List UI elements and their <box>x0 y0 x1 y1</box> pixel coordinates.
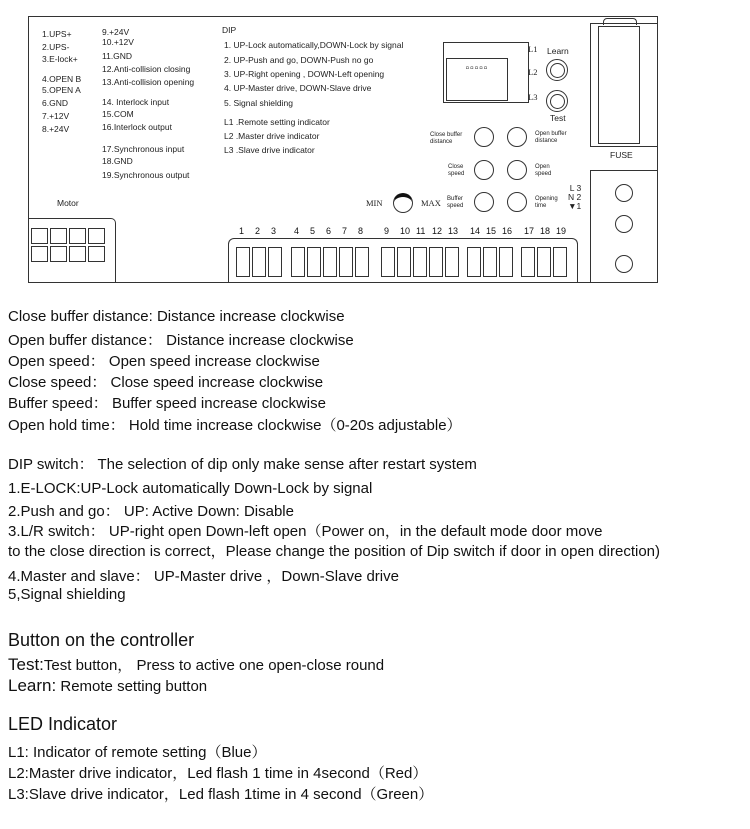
terminal-number: 15 <box>486 226 497 236</box>
terminal-slot[interactable] <box>339 247 353 277</box>
buttons-heading: Button on the controller <box>8 630 195 650</box>
open-buffer-distance-knob[interactable] <box>507 127 527 147</box>
terminal-slot[interactable] <box>467 247 481 277</box>
terminal-number: 11 <box>416 226 426 236</box>
terminal-slot[interactable] <box>307 247 321 277</box>
terminal-number: 10 <box>400 226 411 236</box>
terminal-number: 2 <box>255 226 261 236</box>
pin-label: 14. Interlock input <box>102 97 170 107</box>
pin-label: 17.Synchronous input <box>102 144 185 154</box>
learn-button[interactable] <box>546 59 568 81</box>
max-label: MAX <box>421 198 441 208</box>
pin-label: 1.UPS+ <box>42 29 72 39</box>
terminal-number: 7 <box>342 226 348 236</box>
terminal-slot[interactable] <box>483 247 497 277</box>
led-legend-item: L3 .Slave drive indicator <box>224 145 315 155</box>
terminal-slot[interactable] <box>537 247 551 277</box>
pin-label: 11.GND <box>102 51 133 61</box>
buffer-speed-knob[interactable] <box>474 192 494 212</box>
pin-label: 8.+24V <box>42 124 70 134</box>
pin-label: 10.+12V <box>102 37 134 47</box>
terminal-slot[interactable] <box>236 247 250 277</box>
learn-label: Learn <box>547 46 569 56</box>
opening-time-label: Opening time <box>535 196 558 209</box>
motor-label: Motor <box>57 198 79 208</box>
min-label: MIN <box>366 198 383 208</box>
led-l2-label: L2 <box>528 67 538 77</box>
pin-label: 7.+12V <box>42 111 70 121</box>
dip-switch[interactable]: ▫▫▫▫▫ <box>446 58 508 101</box>
pin-label: 12.Anti-collision closing <box>102 64 191 74</box>
terminal-number: 4 <box>294 226 300 236</box>
terminal-number: 1 <box>239 226 245 236</box>
terminal-number: 5 <box>310 226 316 236</box>
terminal-number: 14 <box>470 226 481 236</box>
led-legend-item: L1 .Remote setting indicator <box>224 117 330 127</box>
dip-legend-item: 2. UP-Push and go, DOWN-Push no go <box>224 55 374 65</box>
dip-description-line: 4.Master and slave： UP-Master drive ，Down-Slave drive <box>8 568 399 585</box>
terminal-number: 9 <box>384 226 390 236</box>
terminal-slot[interactable] <box>252 247 266 277</box>
terminal-screw-3[interactable] <box>615 184 633 202</box>
test-label: Test <box>550 113 566 123</box>
adjustment-line: Buffer speed： Buffer speed increase clockwise <box>8 395 326 412</box>
led-heading: LED Indicator <box>8 714 118 734</box>
adjustment-line: Close buffer distance: Distance increase clockwise <box>8 308 345 325</box>
terminal-slot[interactable] <box>268 247 282 277</box>
open-buffer-label: Open buffer distance <box>535 131 567 144</box>
dip-legend-item: 5. Signal shielding <box>224 98 293 108</box>
terminal-slot[interactable] <box>397 247 411 277</box>
test-description: Test:Test button， Press to active one open-close round <box>8 655 385 674</box>
terminal-slot[interactable] <box>291 247 305 277</box>
terminal-slot[interactable] <box>445 247 459 277</box>
led-legend-item: L2 .Master drive indicator <box>224 131 320 141</box>
terminal-number: 19 <box>556 226 567 236</box>
motor-pin-slot[interactable] <box>69 228 86 244</box>
trim-potentiometer[interactable] <box>393 193 413 213</box>
dip-legend-item: 1. UP-Lock automatically,DOWN-Lock by signal <box>224 40 404 50</box>
close-speed-knob[interactable] <box>474 160 494 180</box>
motor-pin-slot[interactable] <box>69 246 86 262</box>
pin-label: 2.UPS- <box>42 42 70 52</box>
terminal-number: 12 <box>432 226 443 236</box>
close-speed-label: Close speed <box>448 164 465 177</box>
open-speed-label: Open speed <box>535 164 552 177</box>
terminal-number: 17 <box>524 226 535 236</box>
terminal-slot[interactable] <box>553 247 567 277</box>
pin-label: 9.+24V <box>102 27 130 37</box>
terminal-screw-1[interactable] <box>615 255 633 273</box>
motor-pin-slot[interactable] <box>50 228 67 244</box>
led-l1-label: L1 <box>528 44 538 54</box>
buffer-speed-label: Buffer speed <box>447 196 464 209</box>
pin-label: 3.E-lock+ <box>42 54 78 64</box>
led-l3-label: L3 <box>528 92 538 102</box>
dip-note: DIP switch： The selection of dip only make sense after restart system <box>8 456 477 473</box>
terminal-slot[interactable] <box>323 247 337 277</box>
pin-label: 13.Anti-collision opening <box>102 77 195 87</box>
pin-label: 5.OPEN A <box>42 85 81 95</box>
terminal-slot[interactable] <box>413 247 427 277</box>
dip-legend-item: 3. UP-Right opening , DOWN-Left opening <box>224 69 385 79</box>
dip-legend-item: 4. UP-Master drive, DOWN-Slave drive <box>224 83 372 93</box>
test-button[interactable] <box>546 90 568 112</box>
power-labels: L 3 N 2 ▼1 <box>568 183 582 211</box>
terminal-number: 16 <box>502 226 513 236</box>
terminal-number: 13 <box>448 226 459 236</box>
terminal-number: 8 <box>358 226 364 236</box>
dip-description-line: 5,Signal shielding <box>8 586 126 603</box>
close-buffer-label: Close buffer distance <box>430 132 463 145</box>
learn-description: Learn: Remote setting button <box>8 676 208 695</box>
dip-description-line: 2.Push and go： UP: Active Down: Disable <box>8 503 294 520</box>
fuse-holder <box>590 23 658 147</box>
motor-pin-slot[interactable] <box>88 228 105 244</box>
terminal-slot[interactable] <box>521 247 535 277</box>
pin-label: 15.COM <box>102 109 134 119</box>
fuse-label: FUSE <box>610 150 633 160</box>
adjustment-line: Open hold time： Hold time increase clockwise（0-20s adjustable） <box>8 417 462 434</box>
dip-description-line: 1.E-LOCK:UP-Lock automatically Down-Lock by signal <box>8 480 373 497</box>
terminal-number: 6 <box>326 226 332 236</box>
pin-label: 4.OPEN B <box>42 74 82 84</box>
led-description-line: L1: Indicator of remote setting（Blue） <box>8 744 267 761</box>
adjustment-line: Close speed： Close speed increase clockwise <box>8 374 324 391</box>
motor-pin-slot[interactable] <box>31 228 48 244</box>
dip-description-line: 3.L/R switch： UP-right open Down-left open（Power on，in the default mode door move <box>8 523 603 540</box>
terminal-slot[interactable] <box>381 247 395 277</box>
pin-label: 19.Synchronous output <box>102 170 190 180</box>
open-speed-knob[interactable] <box>507 160 527 180</box>
terminal-screw-2[interactable] <box>615 215 633 233</box>
close-buffer-distance-knob[interactable] <box>474 127 494 147</box>
pin-label: 6.GND <box>42 98 68 108</box>
led-description-line: L2:Master drive indicator，Led flash 1 time in 4second（Red） <box>8 765 428 782</box>
adjustment-line: Open speed： Open speed increase clockwise <box>8 353 320 370</box>
pin-label: 16.Interlock output <box>102 122 172 132</box>
opening-time-knob[interactable] <box>507 192 527 212</box>
motor-pin-slot[interactable] <box>88 246 105 262</box>
dip-description-line: to the close direction is correct，Please change the position of Dip switch if door in open direction) <box>8 543 661 560</box>
terminal-slot[interactable] <box>429 247 443 277</box>
terminal-slot[interactable] <box>499 247 513 277</box>
adjustment-line: Open buffer distance： Distance increase clockwise <box>8 332 354 349</box>
led-description-line: L3:Slave drive indicator，Led flash 1time in 4 second（Green） <box>8 786 434 803</box>
motor-pin-slot[interactable] <box>50 246 67 262</box>
terminal-number: 3 <box>271 226 277 236</box>
terminal-number: 18 <box>540 226 551 236</box>
motor-pin-slot[interactable] <box>31 246 48 262</box>
pin-label: 18.GND <box>102 156 133 166</box>
dip-title: DIP <box>222 25 237 35</box>
terminal-slot[interactable] <box>355 247 369 277</box>
